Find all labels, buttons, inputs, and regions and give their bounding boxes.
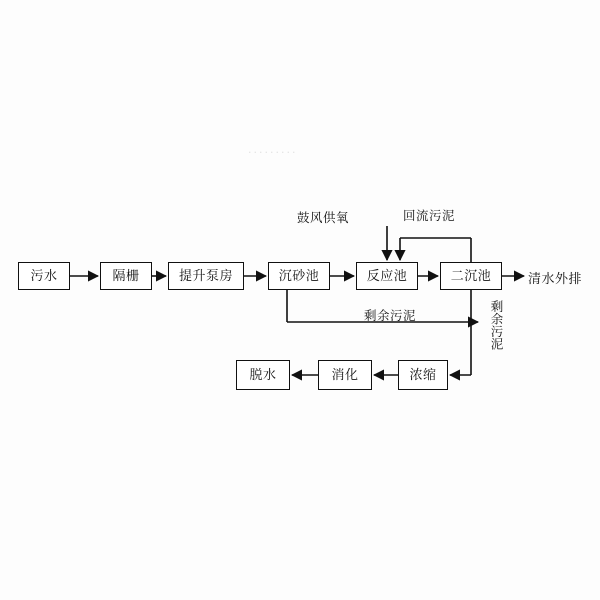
node-grit-chamber[interactable] — [268, 262, 330, 290]
node-pump-house[interactable] — [168, 262, 244, 290]
watermark-text: ········· — [248, 146, 298, 159]
node-label: 二沉池 — [450, 268, 492, 284]
edge-label-return-sludge: 回流污泥 — [403, 208, 456, 223]
output-label-clean-water: 清水外排 — [528, 272, 583, 287]
node-label: 反应池 — [366, 268, 408, 284]
node-label: 脱水 — [249, 367, 277, 383]
node-label: 浓缩 — [409, 367, 437, 383]
node-label: 消化 — [331, 367, 359, 383]
node-label: 隔栅 — [112, 268, 140, 284]
edge-label-excess-sludge-vertical: 剩余污泥 — [489, 300, 504, 350]
node-grille[interactable] — [100, 262, 152, 290]
node-label: 提升泵房 — [178, 268, 233, 284]
edge-label-blower-oxygen: 鼓风供氧 — [297, 210, 350, 225]
node-sewage[interactable] — [18, 262, 70, 290]
node-dewatering[interactable] — [236, 360, 290, 390]
node-reaction-tank[interactable] — [356, 262, 418, 290]
node-thickening[interactable] — [398, 360, 448, 390]
node-label: 沉砂池 — [278, 268, 320, 284]
edge-label-excess-sludge: 剩余污泥 — [364, 308, 417, 323]
node-digestion[interactable] — [318, 360, 372, 390]
node-label: 污水 — [30, 268, 58, 284]
node-secondary-settling-tank[interactable] — [440, 262, 502, 290]
